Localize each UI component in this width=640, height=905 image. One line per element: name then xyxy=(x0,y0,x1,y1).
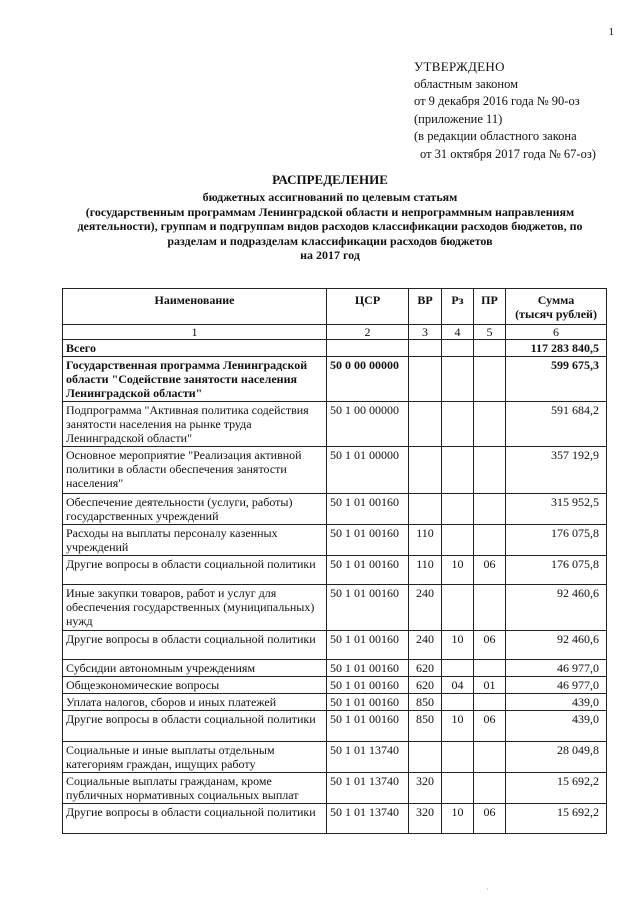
approval-line: (в редакции областного закона xyxy=(414,129,577,143)
title-line: разделам и подразделам классификации расходов бюджетов xyxy=(167,233,493,248)
index-cell: 6 xyxy=(506,325,607,340)
row-name-cell: Другие вопросы в области социальной политики xyxy=(63,804,327,834)
row-vr-cell xyxy=(409,402,442,447)
approval-block xyxy=(414,58,630,163)
row-vr-cell: 620 xyxy=(409,677,442,694)
row-pr-cell xyxy=(474,525,506,556)
row-vr-cell: 110 xyxy=(409,525,442,556)
row-sum-cell: 176 075,8 xyxy=(506,525,607,556)
approval-line: (приложение 11) xyxy=(414,111,503,126)
title-main: РАСПРЕДЕЛЕНИЕ xyxy=(272,172,388,187)
index-cell: 2 xyxy=(327,325,409,340)
row-sum-cell: 117 283 840,5 xyxy=(506,340,607,357)
row-vr-cell: 240 xyxy=(409,631,442,660)
table-body xyxy=(63,325,607,834)
index-cell: 5 xyxy=(474,325,506,340)
table-row xyxy=(63,677,607,694)
row-name-cell: Социальные выплаты гражданам, кроме публичных нормативных социальных выплат xyxy=(63,773,327,804)
table-row xyxy=(63,631,607,660)
row-rz-cell xyxy=(442,525,474,556)
table-row xyxy=(63,585,607,631)
row-pr-cell xyxy=(474,742,506,773)
row-rz-cell xyxy=(442,340,474,357)
row-pr-cell xyxy=(474,402,506,447)
table-row xyxy=(63,402,607,447)
row-sum-cell: 92 460,6 xyxy=(506,631,607,660)
header-vr: ВР xyxy=(409,289,442,325)
row-rz-cell xyxy=(442,357,474,402)
row-pr-cell xyxy=(474,694,506,711)
row-name-cell: Расходы на выплаты персоналу казенных учреждений xyxy=(63,525,327,556)
row-vr-cell: 850 xyxy=(409,711,442,742)
row-vr-cell: 240 xyxy=(409,585,442,631)
row-name-cell: Субсидии автономным учреждениям xyxy=(63,660,327,677)
row-pr-cell xyxy=(474,773,506,804)
row-csr-cell: 50 1 01 00160 xyxy=(327,494,409,525)
scan-mark: · xyxy=(486,884,489,894)
row-sum-cell: 15 692,2 xyxy=(506,773,607,804)
table-row xyxy=(63,357,607,402)
approval-title: УТВЕРЖДЕНО xyxy=(414,59,505,74)
row-sum-cell: 46 977,0 xyxy=(506,660,607,677)
row-vr-cell xyxy=(409,447,442,494)
row-rz-cell xyxy=(442,742,474,773)
title-line: на 2017 год xyxy=(300,248,360,262)
header-sum-label: Сумма xyxy=(537,293,575,307)
row-sum-cell: 28 049,8 xyxy=(506,742,607,773)
row-csr-cell: 50 1 01 13740 xyxy=(327,742,409,773)
approval-line: от 9 декабря 2016 года № 90-оз xyxy=(414,94,580,108)
row-csr-cell: 50 1 01 00160 xyxy=(327,660,409,677)
table-row xyxy=(63,773,607,804)
row-csr-cell: 50 0 00 00000 xyxy=(327,357,409,402)
row-csr-cell: 50 1 01 00160 xyxy=(327,711,409,742)
budget-table xyxy=(62,288,607,834)
row-csr-cell: 50 1 01 00160 xyxy=(327,585,409,631)
table-row xyxy=(63,340,607,357)
document-title xyxy=(40,172,620,263)
row-csr-cell: 50 1 01 13740 xyxy=(327,804,409,834)
table-row xyxy=(63,711,607,742)
header-name: Наименование xyxy=(63,289,327,325)
row-rz-cell: 10 xyxy=(442,711,474,742)
row-rz-cell xyxy=(442,585,474,631)
row-pr-cell: 06 xyxy=(474,804,506,834)
row-vr-cell: 320 xyxy=(409,773,442,804)
table-row xyxy=(63,660,607,677)
row-csr-cell: 50 1 01 00160 xyxy=(327,677,409,694)
row-csr-cell xyxy=(327,340,409,357)
row-vr-cell xyxy=(409,340,442,357)
row-vr-cell: 110 xyxy=(409,556,442,585)
row-rz-cell: 10 xyxy=(442,804,474,834)
index-cell: 1 xyxy=(63,325,327,340)
row-pr-cell: 01 xyxy=(474,677,506,694)
table-header-row xyxy=(63,289,607,325)
header-csr: ЦСР xyxy=(327,289,409,325)
row-rz-cell: 10 xyxy=(442,631,474,660)
page-number: 1 xyxy=(608,26,614,38)
row-name-cell: Подпрограмма "Активная политика содействия занятости населения на рынке труда Ленинградской области" xyxy=(63,402,327,447)
row-rz-cell: 10 xyxy=(442,556,474,585)
table-row xyxy=(63,556,607,585)
row-csr-cell: 50 1 01 00000 xyxy=(327,447,409,494)
table-row xyxy=(63,694,607,711)
row-csr-cell: 50 1 01 00160 xyxy=(327,525,409,556)
table-row xyxy=(63,742,607,773)
row-rz-cell xyxy=(442,494,474,525)
table-row xyxy=(63,494,607,525)
row-name-cell: Другие вопросы в области социальной политики xyxy=(63,631,327,660)
row-name-cell: Уплата налогов, сборов и иных платежей xyxy=(63,694,327,711)
row-sum-cell: 315 952,5 xyxy=(506,494,607,525)
row-name-cell: Другие вопросы в области социальной политики xyxy=(63,711,327,742)
row-pr-cell xyxy=(474,447,506,494)
row-name-cell: Общеэкономические вопросы xyxy=(63,677,327,694)
row-vr-cell: 620 xyxy=(409,660,442,677)
row-csr-cell: 50 1 01 00160 xyxy=(327,556,409,585)
table-row xyxy=(63,804,607,834)
header-pr: ПР xyxy=(474,289,506,325)
row-vr-cell xyxy=(409,494,442,525)
row-pr-cell xyxy=(474,357,506,402)
row-sum-cell: 176 075,8 xyxy=(506,556,607,585)
header-sum-unit: (тысяч рублей) xyxy=(515,307,597,321)
row-sum-cell: 46 977,0 xyxy=(506,677,607,694)
row-sum-cell: 439,0 xyxy=(506,694,607,711)
row-name-cell: Государственная программа Ленинградской области "Содействие занятости населения Ленинградской области" xyxy=(63,357,327,402)
index-cell: 4 xyxy=(442,325,474,340)
index-cell: 3 xyxy=(409,325,442,340)
row-pr-cell: 06 xyxy=(474,556,506,585)
row-rz-cell xyxy=(442,447,474,494)
title-line: бюджетных ассигнований по целевым статьям xyxy=(202,190,458,204)
row-rz-cell xyxy=(442,660,474,677)
title-line: (государственным программам Ленинградской области и непрограммным направлениям xyxy=(85,204,575,219)
row-pr-cell xyxy=(474,494,506,525)
header-sum xyxy=(506,289,607,325)
row-rz-cell xyxy=(442,402,474,447)
row-pr-cell: 06 xyxy=(474,631,506,660)
row-sum-cell: 439,0 xyxy=(506,711,607,742)
row-csr-cell: 50 1 01 00160 xyxy=(327,694,409,711)
row-name-cell: Иные закупки товаров, работ и услуг для обеспечения государственных (муниципальных) нужд xyxy=(63,585,327,631)
row-csr-cell: 50 1 00 00000 xyxy=(327,402,409,447)
table-row xyxy=(63,447,607,494)
row-rz-cell: 04 xyxy=(442,677,474,694)
row-pr-cell: 06 xyxy=(474,711,506,742)
row-pr-cell xyxy=(474,660,506,677)
row-vr-cell: 850 xyxy=(409,694,442,711)
row-pr-cell xyxy=(474,585,506,631)
title-line: деятельности), группам и подгруппам видов расходов классификации расходов бюджетов, по xyxy=(77,219,583,233)
row-name-cell: Обеспечение деятельности (услуги, работы) государственных учреждений xyxy=(63,494,327,525)
row-sum-cell: 92 460,6 xyxy=(506,585,607,631)
row-pr-cell xyxy=(474,340,506,357)
row-sum-cell: 591 684,2 xyxy=(506,402,607,447)
approval-line: от 31 октября 2017 года № 67-оз) xyxy=(420,146,596,161)
row-sum-cell: 357 192,9 xyxy=(506,447,607,494)
table-row xyxy=(63,525,607,556)
row-name-cell: Всего xyxy=(63,340,327,357)
approval-line: областным законом xyxy=(414,76,519,91)
row-name-cell: Основное мероприятие "Реализация активной политики в области обеспечения занятости населения" xyxy=(63,447,327,494)
row-vr-cell xyxy=(409,357,442,402)
row-name-cell: Другие вопросы в области социальной политики xyxy=(63,556,327,585)
header-rz: Рз xyxy=(442,289,474,325)
row-vr-cell xyxy=(409,742,442,773)
row-csr-cell: 50 1 01 13740 xyxy=(327,773,409,804)
row-sum-cell: 15 692,2 xyxy=(506,804,607,834)
row-rz-cell xyxy=(442,773,474,804)
row-sum-cell: 599 675,3 xyxy=(506,357,607,402)
row-csr-cell: 50 1 01 00160 xyxy=(327,631,409,660)
row-vr-cell: 320 xyxy=(409,804,442,834)
row-name-cell: Социальные и иные выплаты отдельным категориям граждан, ищущих работу xyxy=(63,742,327,773)
row-rz-cell xyxy=(442,694,474,711)
column-index-row xyxy=(63,325,607,340)
